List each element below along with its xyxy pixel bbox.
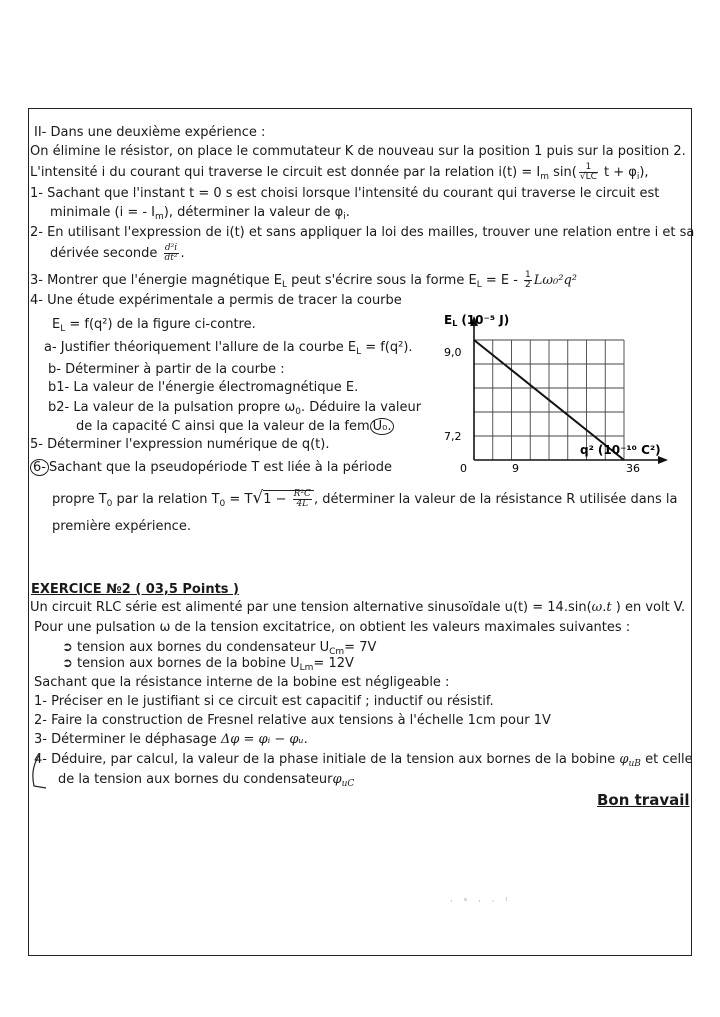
- fraction: [524, 271, 532, 290]
- text: ), déterminer la valeur de φ: [163, 205, 344, 220]
- text: i: [636, 172, 640, 182]
- text: Δφ = φᵢ − φᵤ.: [220, 732, 308, 747]
- text: 4- Déduire, par calcul, la valeur de la phase initiale de la tension aux bornes de la bobine: [34, 752, 620, 767]
- text: b2- La valeur de la pulsation propre ω: [48, 400, 296, 415]
- frac-den: √LC: [579, 172, 597, 182]
- q4b2-line-b: [76, 419, 394, 435]
- text: i: [343, 212, 346, 222]
- text: m: [155, 212, 164, 222]
- frac-den: 4L: [296, 499, 309, 509]
- text: t + φ: [599, 165, 637, 180]
- text: uC: [341, 779, 355, 789]
- circled-annotation: U₀.: [370, 418, 395, 435]
- frac-num: d²i: [164, 243, 178, 253]
- text: a- Justifier théoriquement l'allure de la courbe E: [44, 340, 357, 355]
- text: et celle: [640, 752, 693, 767]
- text: uB: [628, 759, 641, 769]
- text: Lω₀²q²: [533, 273, 577, 288]
- ex2-q4-a: [34, 752, 693, 772]
- bon-travail: Bon travail: [597, 791, 690, 809]
- energy-graph: [430, 312, 690, 487]
- ex2-q4-b: [58, 772, 354, 792]
- q2-line-b: [50, 244, 185, 263]
- text: , déterminer la valeur de la résistance R utilisée dans la: [313, 492, 678, 507]
- frac-den: 2: [525, 280, 531, 290]
- text: tension aux bornes du condensateur U: [77, 640, 330, 655]
- x-tick-label: 36: [626, 462, 640, 475]
- text: φ: [619, 752, 629, 767]
- ex2-q2: 2- Faire la construction de Fresnel relative aux tensions à l'échelle 1cm pour 1V: [34, 713, 551, 728]
- sqrt-body: [263, 490, 314, 507]
- text: 0: [106, 499, 113, 509]
- q4-line-b: [52, 317, 256, 337]
- text: ),: [639, 165, 649, 180]
- fraction: [579, 163, 598, 182]
- text: ) en volt V.: [611, 600, 686, 615]
- text: L: [476, 280, 482, 290]
- text: Cm: [329, 647, 345, 657]
- sqrt-sign: √: [252, 488, 264, 508]
- ex2-line-1: [30, 600, 685, 616]
- frac-num: 1: [525, 270, 531, 280]
- q6-line-c: première expérience.: [52, 519, 191, 534]
- q6-line-b: [52, 490, 677, 512]
- frac-num: 1: [579, 163, 598, 173]
- text: 1 −: [263, 492, 291, 507]
- text: m: [540, 172, 549, 182]
- text: par la relation T: [112, 492, 220, 507]
- text: tension aux bornes de la bobine U: [77, 656, 300, 671]
- text: peut s'écrire sous la forme E: [286, 273, 477, 288]
- frac-den: dt²: [164, 253, 178, 263]
- q6-line-a: [30, 460, 392, 476]
- text: de la tension aux bornes du condensateur: [58, 772, 333, 787]
- text: 3- Montrer que l'énergie magnétique E: [30, 273, 282, 288]
- q1-line-a: 1- Sachant que l'instant t = 0 s est choisi lorsque l'intensité du courant qui traverse le circuit est: [30, 186, 660, 201]
- text: = E -: [481, 273, 523, 288]
- x-tick-label: 9: [512, 462, 519, 475]
- q4b-line: b- Déterminer à partir de la courbe :: [48, 362, 285, 377]
- text: Lm: [299, 663, 314, 673]
- text: L: [281, 280, 287, 290]
- text: Sachant que la pseudopériode T est liée à la période: [48, 460, 392, 475]
- frac-num: R²C: [293, 489, 311, 499]
- fraction: [293, 490, 312, 509]
- circled-number: 6-: [30, 459, 49, 476]
- ex2-line-3: Sachant que la résistance interne de la bobine est négligeable :: [34, 675, 450, 690]
- margin-bracket-mark: [28, 752, 50, 790]
- x-axis-label: q² (10⁻¹⁰ C²): [580, 443, 661, 457]
- text: 3- Déterminer le déphasage: [34, 732, 221, 747]
- q3-line: [30, 271, 577, 293]
- text: propre T: [52, 492, 107, 507]
- text: minimale (i = - I: [50, 205, 155, 220]
- text: de la capacité C ainsi que la valeur de la fem: [76, 419, 370, 434]
- text: = 12V: [313, 656, 354, 671]
- stray-marks: · ˢ · ‧ ˡ: [450, 897, 511, 907]
- q4a-line: [44, 340, 413, 360]
- q2-line-a: 2- En utilisant l'expression de i(t) et sans appliquer la loi des mailles, trouver une relation entre i et sa: [30, 225, 695, 240]
- x-axis-arrow: [658, 456, 668, 464]
- x-tick-label: 0: [460, 462, 467, 475]
- y-axis-label: EL (10⁻⁵ J): [444, 313, 510, 328]
- ex2-bullet-2: [62, 656, 354, 676]
- bullet-icon: ➲: [62, 640, 73, 655]
- q5-line: 5- Déterminer l'expression numérique de q(t).: [30, 437, 330, 452]
- text: 0: [295, 407, 301, 417]
- q4b2-line-a: [48, 400, 421, 420]
- y-tick-label: 9,0: [444, 346, 462, 359]
- text: L'intensité i du courant qui traverse le circuit est donnée par la relation i(t) = I: [30, 165, 541, 180]
- text: ω.t: [591, 600, 612, 615]
- part2-heading: II- Dans une deuxième expérience :: [34, 125, 266, 140]
- text: dérivée seconde: [50, 246, 158, 261]
- part2-intro1: On élimine le résistor, on place le commutateur K de nouveau sur la position 1 puis sur la position 2.: [30, 144, 686, 159]
- ex2-q1: 1- Préciser en le justifiant si ce circuit est capacitif ; inductif ou résistif.: [34, 694, 494, 709]
- text: = f(q²).: [361, 340, 413, 355]
- text: = T: [225, 492, 253, 507]
- text: L: [60, 324, 66, 334]
- text: φ: [332, 772, 342, 787]
- part2-intro2: [30, 163, 649, 185]
- text: E: [52, 317, 61, 332]
- q4-line: 4- Une étude expérimentale a permis de tracer la courbe: [30, 293, 402, 308]
- q1-line-b: [50, 205, 350, 225]
- y-tick-label: 7,2: [444, 430, 462, 443]
- text: . Déduire la valeur: [300, 400, 422, 415]
- text: = 7V: [344, 640, 377, 655]
- text: .: [345, 205, 350, 220]
- text: = f(q²) de la figure ci-contre.: [65, 317, 256, 332]
- text: .: [180, 246, 185, 261]
- fraction: [164, 244, 179, 263]
- q4b1-line: b1- La valeur de l'énergie électromagnétique E.: [48, 380, 359, 395]
- exercise-2-title: EXERCICE №2 ( 03,5 Points ): [31, 582, 239, 597]
- ex2-q3: [34, 732, 308, 748]
- ex2-line-2: Pour une pulsation ω de la tension excitatrice, on obtient les valeurs maximales suivantes :: [34, 620, 631, 635]
- text: Un circuit RLC série est alimenté par une tension alternative sinusoïdale u(t) = 14.sin(: [30, 600, 592, 615]
- text: L: [356, 347, 362, 357]
- bullet-icon: ➲: [62, 656, 73, 671]
- text: 0: [219, 499, 226, 509]
- text: sin(: [549, 165, 577, 180]
